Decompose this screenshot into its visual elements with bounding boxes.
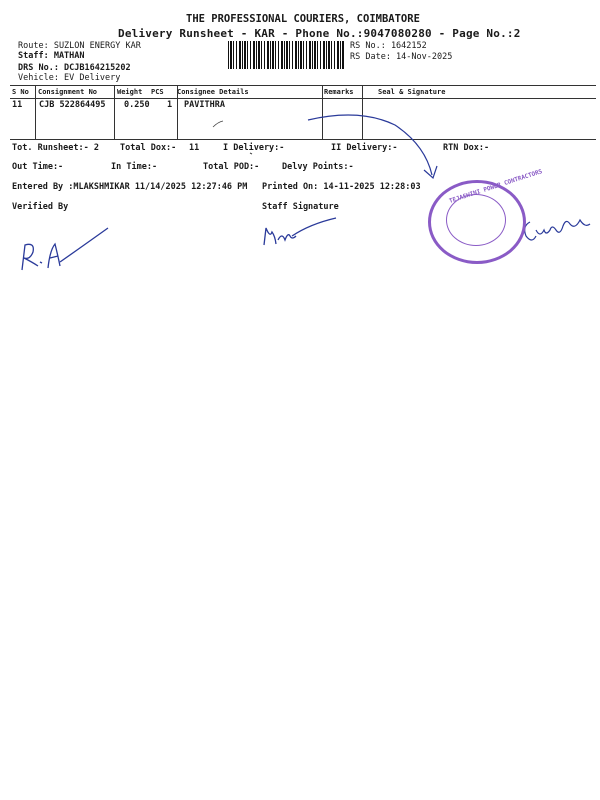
verified-signature xyxy=(22,228,108,270)
runsheet-subtitle: Delivery Runsheet - KAR - Phone No.:9047080280 - Page No.:2 xyxy=(118,27,521,40)
row-sno: 11 xyxy=(12,100,23,110)
col-header-weight: Weight xyxy=(117,88,143,96)
col-header-sno: S No xyxy=(12,88,29,96)
vehicle-label: Vehicle: EV Delivery xyxy=(18,73,121,83)
i-delivery: I Delivery:- xyxy=(223,143,285,153)
col-header-seal: Seal & Signature xyxy=(378,88,446,96)
row-weight: 0.250 xyxy=(124,100,150,110)
total-dox-value: 11 xyxy=(189,143,200,153)
in-time: In Time:- xyxy=(111,162,158,172)
total-runsheet: Tot. Runsheet:- 2 xyxy=(12,143,99,153)
row-consignee: PAVITHRA xyxy=(184,100,225,110)
rs-date: RS Date: 14-Nov-2025 xyxy=(350,52,453,62)
delvy-points: Delvy Points:- xyxy=(282,162,354,172)
verified-by-label: Verified By xyxy=(12,202,69,212)
total-dox-label: Total Dox:- xyxy=(120,143,177,153)
entered-by: Entered By :MLAKSHMIKAR 11/14/2025 12:27:46 PM xyxy=(12,182,248,192)
drs-number: DRS No.: DCJB164215202 xyxy=(18,63,131,73)
col-header-consignment: Consignment No xyxy=(38,88,98,96)
staff-signature-label: Staff Signature xyxy=(262,202,339,212)
receiver-signature xyxy=(525,220,590,240)
rtn-dox: RTN Dox:- xyxy=(443,143,490,153)
col-header-pcs: PCS xyxy=(151,88,164,96)
ink-dot xyxy=(250,153,252,154)
total-pod: Total POD:- xyxy=(203,162,260,172)
delivery-arrow xyxy=(308,115,432,175)
row-consignment: CJB 522864495 xyxy=(39,100,106,110)
ink-tick xyxy=(213,121,223,127)
rs-number: RS No.: 1642152 xyxy=(350,41,427,51)
route-label: Route: SUZLON ENERGY KAR xyxy=(18,41,141,51)
row-pcs: 1 xyxy=(167,100,173,110)
col-header-remarks: Remarks xyxy=(324,88,354,96)
company-title: THE PROFESSIONAL COURIERS, COIMBATORE xyxy=(186,13,420,25)
staff-signature xyxy=(264,218,336,245)
printed-on: Printed On: 14-11-2025 12:28:03 xyxy=(262,182,421,192)
out-time: Out Time:- xyxy=(12,162,64,172)
col-header-consignee: Consignee Details xyxy=(177,88,249,96)
staff-label: Staff: MATHAN xyxy=(18,51,85,61)
ii-delivery: II Delivery:- xyxy=(331,143,398,153)
stamp-text: TEJASWINI POWER CONTRACTORS xyxy=(448,168,544,205)
